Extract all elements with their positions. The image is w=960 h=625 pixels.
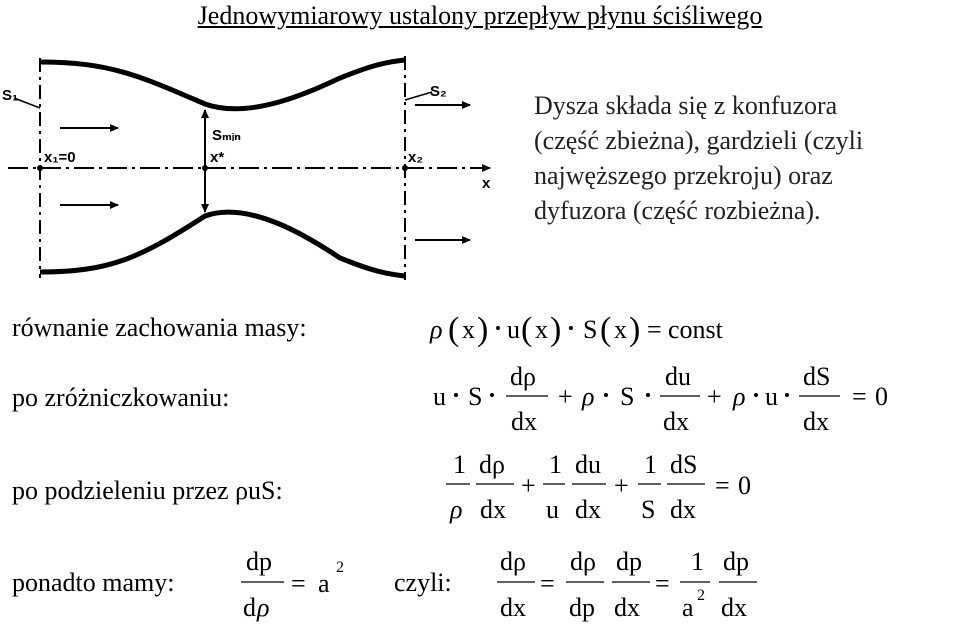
rho-symbol: ρ — [733, 382, 746, 411]
formula-sound-speed — [241, 547, 344, 622]
dx-denominator: dx — [803, 407, 829, 436]
d-denominator: d — [243, 593, 256, 622]
description-line-3: najwęższego przekroju) oraz — [534, 161, 833, 190]
formula-mass-conservation — [429, 311, 724, 348]
dx-denominator: dx — [500, 593, 526, 622]
drho-numerator: dρ — [570, 547, 596, 576]
label-differentiated: po zróżniczkowaniu: — [12, 383, 230, 412]
paren-left: ( — [448, 311, 460, 348]
dp-numerator: dp — [723, 547, 749, 576]
dS-numerator: dS — [670, 450, 698, 479]
var-u: u — [433, 382, 446, 411]
s2-label: S₂ — [430, 83, 447, 100]
equals-sign: = — [291, 569, 306, 598]
a-denominator: a — [682, 593, 694, 622]
one-numerator: 1 — [453, 450, 466, 479]
equals-sign: = — [852, 382, 867, 411]
exponent-two: 2 — [336, 559, 344, 576]
equals-sign: = — [655, 569, 670, 598]
x2-label: x₂ — [408, 149, 424, 166]
x-axis-label: x — [482, 175, 491, 192]
plus-sign: + — [521, 471, 536, 500]
zero: 0 — [875, 382, 888, 411]
var-S: S — [583, 315, 598, 344]
dx-denominator: dx — [663, 407, 689, 436]
paren-right: ) — [477, 311, 489, 348]
u-denominator: u — [546, 495, 559, 524]
paren-right: ) — [629, 311, 641, 348]
var-x: x — [535, 315, 548, 344]
label-mass-equation: równanie zachowania masy: — [12, 313, 307, 342]
const-text: const — [668, 315, 723, 344]
description-line-2: (część zbieżna), gardzieli (czyli — [534, 126, 864, 155]
rho-symbol: ρ — [430, 315, 443, 344]
plus-sign: + — [558, 382, 573, 411]
dp-numerator: dp — [246, 547, 272, 576]
formula-differentiated — [433, 362, 888, 436]
equals-sign: = — [715, 471, 730, 500]
var-u: u — [765, 382, 778, 411]
rho-denominator: ρ — [257, 593, 270, 622]
formula-divided — [446, 450, 751, 524]
label-divided: po podzieleniu przez ρuS: — [12, 476, 283, 505]
dx-denominator: dx — [511, 407, 537, 436]
var-x: x — [462, 315, 475, 344]
one-numerator: 1 — [644, 450, 657, 479]
var-a: a — [318, 569, 330, 598]
du-numerator: du — [665, 362, 691, 391]
dp-denominator: dp — [569, 593, 595, 622]
dp-numerator: dp — [616, 547, 642, 576]
zero: 0 — [738, 471, 751, 500]
one-numerator: 1 — [549, 450, 562, 479]
plus-sign: + — [707, 382, 722, 411]
description-line-1: Dysza składa się z konfuzora — [534, 91, 838, 120]
du-numerator: du — [575, 450, 601, 479]
page-title: Jednowymiarowy ustalony przepływ płynu ściśliwego — [197, 1, 763, 30]
exponent-two: 2 — [697, 587, 705, 604]
one-numerator: 1 — [691, 547, 704, 576]
xstar-label: x* — [210, 149, 225, 166]
dx-denominator: dx — [721, 593, 747, 622]
paren-left: ( — [521, 311, 533, 348]
label-thus: czyli: — [394, 568, 452, 597]
drho-numerator: dρ — [500, 547, 526, 576]
dx-denominator: dx — [575, 495, 601, 524]
drho-numerator: dρ — [510, 362, 536, 391]
dx-denominator: dx — [614, 593, 640, 622]
var-S: S — [468, 382, 483, 411]
smin-label: Sₘᵢₙ — [212, 127, 241, 144]
description-line-4: dyfuzora (część rozbieżna). — [534, 196, 821, 225]
S-denominator: S — [641, 495, 656, 524]
x1-label: x₁=0 — [44, 149, 76, 166]
drho-numerator: dρ — [479, 450, 505, 479]
dx-denominator: dx — [670, 495, 696, 524]
var-u: u — [507, 315, 520, 344]
equals-sign: = — [647, 315, 662, 344]
plus-sign: + — [614, 471, 629, 500]
dx-denominator: dx — [480, 495, 506, 524]
equals-sign: = — [540, 569, 555, 598]
rho-symbol: ρ — [582, 382, 595, 411]
formula-chain — [497, 547, 757, 622]
var-x: x — [614, 315, 627, 344]
label-also: ponadto mamy: — [12, 568, 175, 597]
dS-numerator: dS — [803, 362, 831, 391]
paren-left: ( — [600, 311, 612, 348]
var-S: S — [620, 382, 635, 411]
paren-right: ) — [550, 311, 562, 348]
s1-label: S₁ — [2, 87, 19, 104]
rho-denominator: ρ — [450, 495, 463, 524]
